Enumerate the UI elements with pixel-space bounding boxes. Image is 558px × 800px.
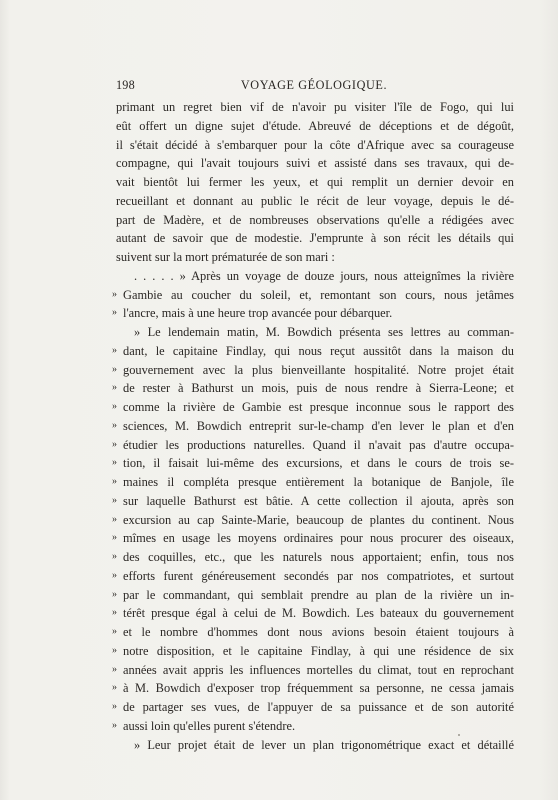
line-text: de rester à Bathurst un mois, puis de nous rendre à Sierra-Leone; et <box>123 381 514 396</box>
quote-mark: » <box>112 438 117 450</box>
quote-mark: » <box>112 569 117 581</box>
text-line: autant de savoir que de modestie. J'emprunte à son récit les détails qui <box>116 231 514 246</box>
text-line <box>112 417 514 436</box>
text-line <box>112 604 514 623</box>
line-text: térêt presque égal à celui de M. Bowdich. Les bateaux du gouvernement <box>123 606 514 621</box>
line-text: notre disposition, et le capitaine Findlay, à qui une résidence de six <box>123 643 514 658</box>
line-text: efforts furent généreusement secondés par nos compatriotes, et surtout <box>123 568 514 583</box>
text-line: il s'était décidé à s'embarquer pour la côte d'Afrique avec sa courageuse <box>116 137 514 152</box>
text-line: eût offert un digne sujet d'étude. Abreuvé de déceptions et de dégoût, <box>116 118 514 133</box>
quote-mark: » <box>112 663 117 675</box>
text-line: » Leur projet était de lever un plan trigonométrique exact et détaillé <box>134 737 514 752</box>
line-text: de partager ses vues, de l'appuyer de sa puissance et de son autorité <box>123 700 514 714</box>
quote-mark: » <box>112 551 117 562</box>
quote-mark: » <box>112 682 117 694</box>
body-text <box>112 98 514 754</box>
line-text: comme la rivière de Gambie est presque inconnue sous le rapport des <box>123 400 514 414</box>
running-title: VOYAGE GÉOLOGIQUE. <box>240 78 388 92</box>
text-line: part de Madère, et de nombreuses observations qu'elle a rédigées avec <box>116 212 514 227</box>
text-line <box>112 342 514 361</box>
text-line <box>112 679 514 698</box>
text-line: recueillant et donnant au public le récit de leur voyage, depuis le dé- <box>116 193 514 208</box>
quote-mark: » <box>112 701 117 712</box>
text-line <box>112 473 514 492</box>
quote-mark: » <box>112 382 117 394</box>
quote-mark: » <box>112 363 117 375</box>
line-text: excursion au cap Sainte-Marie, beaucoup de plantes du continent. Nous <box>123 512 514 527</box>
text-line <box>112 642 514 661</box>
quote-mark: » <box>112 513 117 525</box>
paper-speck <box>458 734 460 736</box>
text-line: vait bientôt lui fermer les yeux, et qui remplit un dernier devoir en <box>116 175 514 189</box>
text-line <box>112 304 514 323</box>
line-text: maines il compléta presque entièrement la botanique de Banjole, île <box>123 475 514 489</box>
quote-mark: » <box>112 476 117 487</box>
line-text: dant, le capitaine Findlay, qui nous reçut aussitôt dans la maison du <box>123 343 514 358</box>
text-line <box>112 379 514 398</box>
page-number: 198 <box>116 78 135 92</box>
line-text: sur laquelle Bathurst est bâtie. A cette collection il ajouta, après son <box>123 493 514 508</box>
quote-mark: » <box>112 719 117 731</box>
text-line <box>112 436 514 455</box>
text-line <box>112 698 514 717</box>
text-line <box>112 717 514 736</box>
line-text: Gambie au coucher du soleil, et, remontant son cours, nous jetâmes <box>123 287 514 302</box>
line-text: années avait appris les influences mortelles du climat, tout en reprochant <box>123 662 514 677</box>
text-line <box>112 661 514 680</box>
quote-mark: » <box>112 288 117 300</box>
line-text: aussi loin qu'elles purent s'étendre. <box>123 718 296 733</box>
text-line <box>112 511 514 530</box>
text-line <box>112 586 514 605</box>
text-line: » Le lendemain matin, M. Bowdich présenta ses lettres au comman- <box>134 325 514 339</box>
quote-mark: » <box>112 457 117 469</box>
quote-mark: » <box>112 419 117 431</box>
text-line: primant un regret bien vif de n'avoir pu visiter l'île de Fogo, qui lui <box>116 100 514 114</box>
text-line <box>112 567 514 586</box>
text-line: suivent sur la mort prématurée de son mari : <box>116 250 335 264</box>
line-text: des coquilles, etc., que les naturels nous apportaient; enfin, tous nos <box>123 550 514 564</box>
line-text: mîmes en usage les moyens ordinaires pour nous procurer des oiseaux, <box>123 531 514 546</box>
line-text: par le commandant, qui semblait prendre au plan de la rivière un in- <box>123 587 514 602</box>
quote-mark: » <box>112 644 117 656</box>
page-header <box>116 78 512 94</box>
text-line: . . . . . » Après un voyage de douze jours, nous atteignîmes la rivière <box>134 268 514 283</box>
text-line: compagne, qui l'avait toujours suivi et assisté dans ses travaux, qui de- <box>116 156 514 171</box>
line-text: et le nombre d'hommes dont nous avions besoin étaient toujours à <box>123 625 514 639</box>
text-line <box>112 398 514 417</box>
line-text: étudier les productions naturelles. Quand il n'avait pas d'autre occupa- <box>123 437 514 452</box>
quote-mark: » <box>112 344 117 356</box>
quote-mark: » <box>112 626 117 637</box>
quote-mark: » <box>112 532 117 544</box>
line-text: sciences, M. Bowdich entreprit sur-le-champ d'en lever le plan et d'en <box>123 418 514 433</box>
quote-mark: » <box>112 588 117 600</box>
text-line <box>112 286 514 305</box>
line-text: à M. Bowdich d'exposer trop fréquemment sa personne, ne cessa jamais <box>123 681 514 696</box>
text-line <box>112 492 514 511</box>
quote-mark: » <box>112 401 117 412</box>
quote-mark: » <box>112 494 117 506</box>
quote-mark: » <box>112 607 117 619</box>
text-line <box>112 529 514 548</box>
line-text: l'ancre, mais à une heure trop avancée pour débarquer. <box>123 306 393 321</box>
text-line <box>112 454 514 473</box>
line-text: gouvernement avec la plus bienveillante hospitalité. Notre projet était <box>123 362 514 377</box>
text-line <box>112 548 514 567</box>
quote-mark: » <box>112 307 117 319</box>
text-line <box>112 361 514 380</box>
line-text: tion, il faisait lui-même des excursions, et dans le cours de trois se- <box>123 456 514 471</box>
text-line <box>112 623 514 642</box>
